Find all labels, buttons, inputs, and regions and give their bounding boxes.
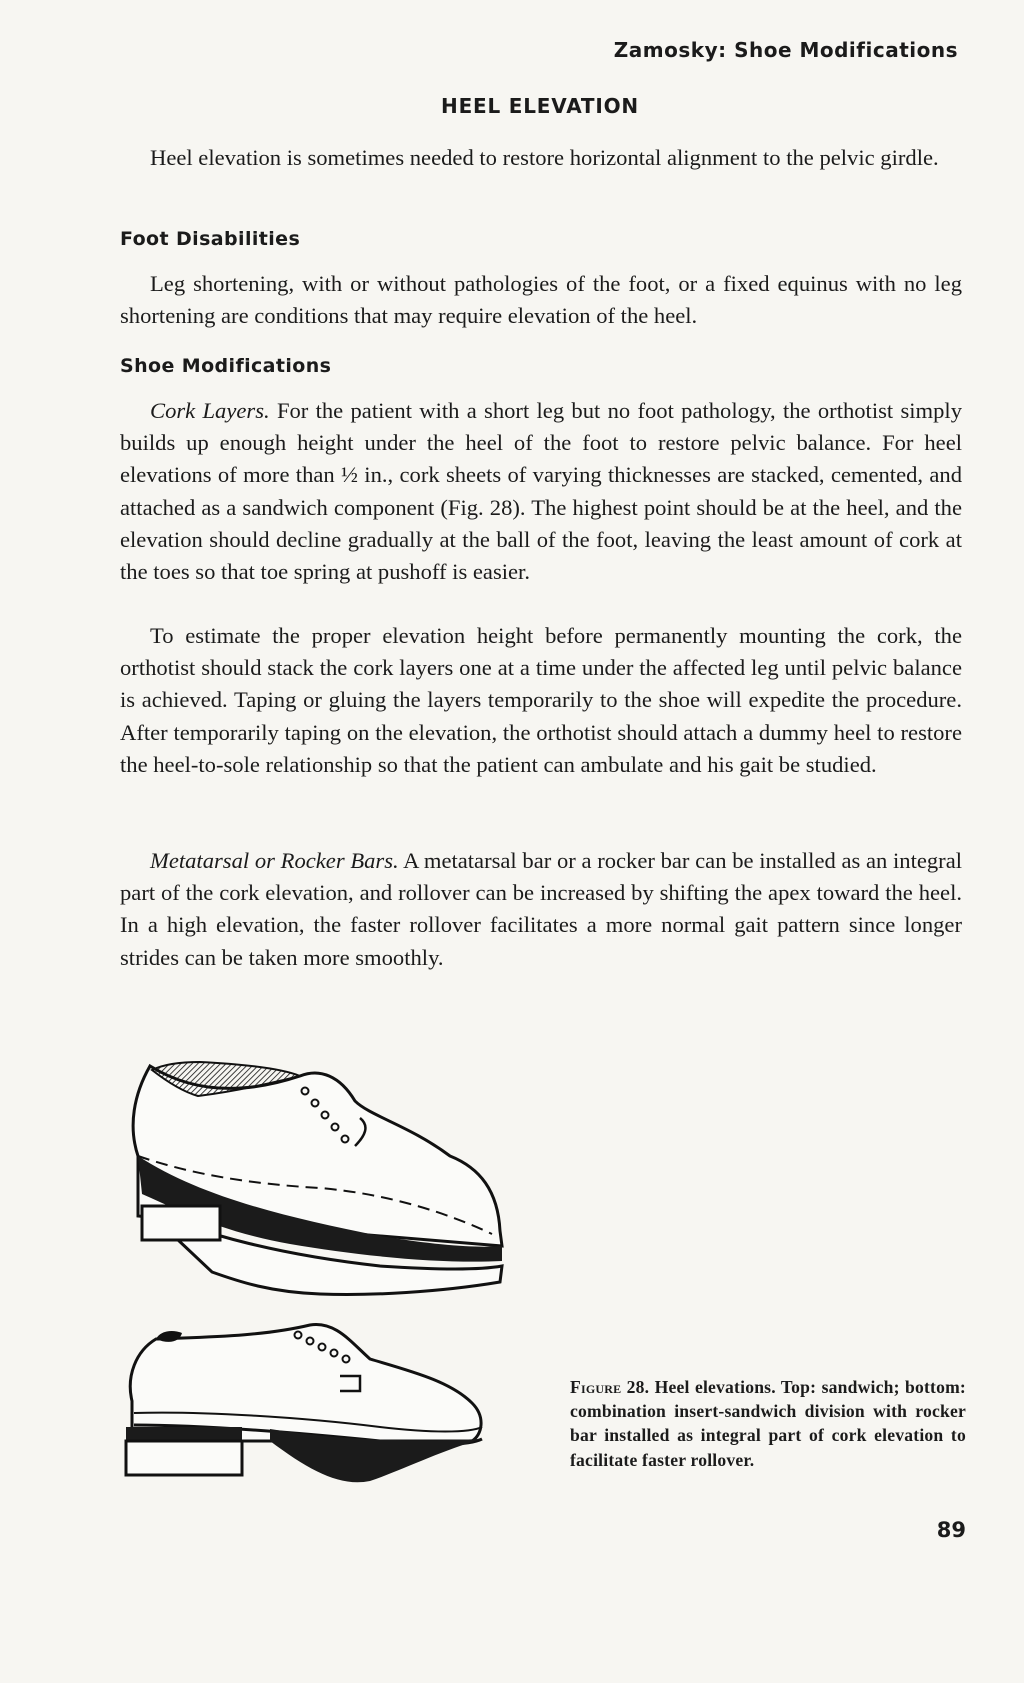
estimate-paragraph <box>120 620 962 781</box>
foot-disabilities-paragraph <box>120 268 962 332</box>
foot-disabilities-text: Leg shortening, with or without pathologies of the foot, or a fixed equinus with no leg shortening are conditions that may require elevation of the heel. <box>120 271 962 329</box>
rocker-bars-text: A metatarsal bar or a rocker bar can be installed as an integral part of the cork elevation, and rollover can be increased by shifting the apex toward the heel. In a high elevation, the faster rollover facilitates a more normal gait pattern since longer strides can be taken more smoothly. <box>120 848 963 970</box>
rocker-bars-paragraph <box>120 845 962 974</box>
subheading-foot-disabilities: Foot Disabilities <box>120 228 301 250</box>
cork-layers-paragraph <box>120 395 962 588</box>
subheading-shoe-modifications: Shoe Modifications <box>120 355 332 377</box>
top-shoe-illustration <box>133 1062 502 1295</box>
estimate-text: To estimate the proper elevation height before permanently mounting the cork, the orthotist should stack the cork layers one at a time under the affected leg until pelvic balance is achieved. Taping or gluing the layers temporarily to the shoe will expedite the procedure. After temporarily taping on the elevation, the orthotist should attach a dummy heel to restore the heel-to-sole relationship so that the patient can ambulate and his gait be studied. <box>120 623 962 777</box>
running-head: Zamosky: Shoe Modifications <box>613 38 958 62</box>
caption-label: Figure <box>570 1377 622 1397</box>
rocker-bars-lead: Metatarsal or Rocker Bars. <box>150 848 399 873</box>
cork-layers-text: For the patient with a short leg but no foot pathology, the orthotist simply builds up enough height under the heel of the foot to restore pelvic balance. For heel elevations of more than ½ in., cork sheets of varying thicknesses are stacked, cemented, and attached as a sandwich component (Fig. 28). The highest point should be at the heel, and the elevation should decline gradually at the ball of the foot, leaving the least amount of cork at the toes so that toe spring at pushoff is easier. <box>120 398 962 585</box>
caption-text: 28. Heel elevations. Top: sandwich; bottom: combination insert-sandwich division with rocker bar installed as integral part of cork elevation to facilitate faster rollover. <box>570 1377 966 1470</box>
section-title: HEEL ELEVATION <box>441 94 639 118</box>
bottom-shoe-illustration <box>126 1324 482 1482</box>
figure-caption <box>570 1375 966 1472</box>
figure-28-shoes <box>120 1056 520 1496</box>
cork-layers-lead: Cork Layers. <box>150 398 270 423</box>
page-number: 89 <box>936 1518 966 1542</box>
intro-paragraph <box>120 142 962 174</box>
intro-text: Heel elevation is sometimes needed to restore horizontal alignment to the pelvic girdle. <box>150 145 939 170</box>
